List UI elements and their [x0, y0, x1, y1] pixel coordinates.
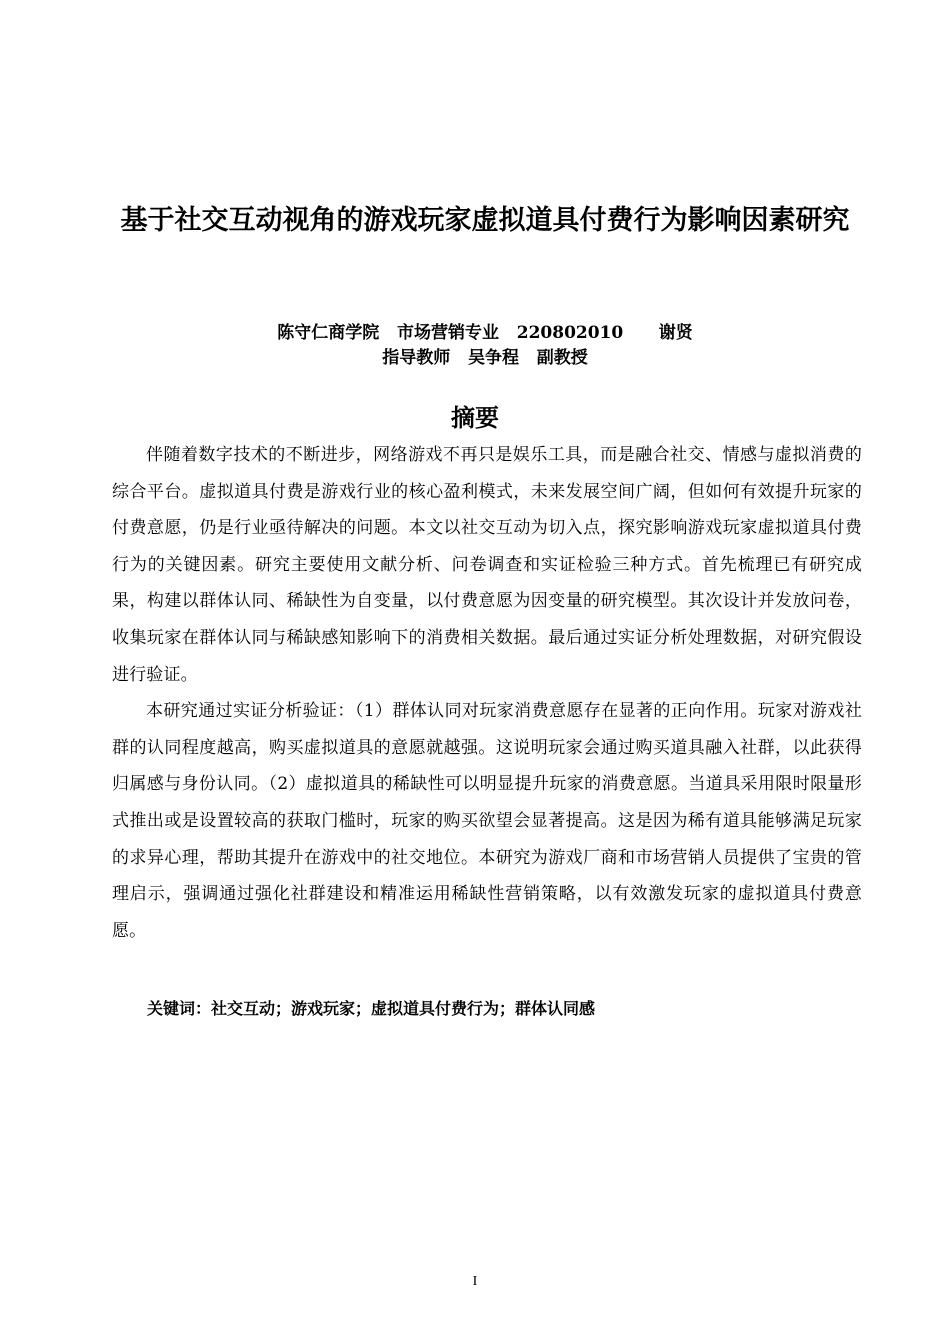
abstract-paragraph-2: 本研究通过实证分析验证：（1）群体认同对玩家消费意愿存在显著的正向作用。玩家对游戏社群的认同程度越高，购买虚拟道具的意愿就越强。这说明玩家会通过购买道具融入社群，以此获得归属感与身份认同。（2）虚拟道具的稀缺性可以明显提升玩家的消费意愿。当道具采用限时限量形式推出或是设置较高的获取门槛时，玩家的购买欲望会显著提高。这是因为稀有道具能够满足玩家的求异心理，帮助其提升在游戏中的社交地位。本研究为游戏厂商和市场营销人员提供了宝贵的管理启示，强调通过强化社群建设和精准运用稀缺性营销策略，以有效激发玩家的虚拟道具付费意愿。	[112, 701, 862, 941]
abstract-body	[112, 437, 862, 949]
page-number: I	[472, 1274, 478, 1289]
abstract-heading: 摘要	[451, 404, 499, 432]
author-info: 陈守仁商学院 市场营销专业 220802010 谢贤	[277, 323, 693, 343]
paper-title: 基于社交互动视角的游戏玩家虚拟道具付费行为影响因素研究	[120, 205, 850, 236]
keywords: 关键词：社交互动；游戏玩家；虚拟道具付费行为；群体认同感	[147, 999, 596, 1018]
advisor-info: 指导教师 吴争程 副教授	[382, 348, 588, 368]
abstract-paragraph-1: 伴随着数字技术的不断进步，网络游戏不再只是娱乐工具，而是融合社交、情感与虚拟消费的综合平台。虚拟道具付费是游戏行业的核心盈利模式，未来发展空间广阔，但如何有效提升玩家的付费意愿，仍是行业亟待解决的问题。本文以社交互动为切入点，探究影响游戏玩家虚拟道具付费行为的关键因素。研究主要使用文献分析、问卷调查和实证检验三种方式。首先梳理已有研究成果，构建以群体认同、稀缺性为自变量，以付费意愿为因变量的研究模型。其次设计并发放问卷，收集玩家在群体认同与稀缺感知影响下的消费相关数据。最后通过实证分析处理数据，对研究假设进行验证。	[112, 445, 862, 685]
